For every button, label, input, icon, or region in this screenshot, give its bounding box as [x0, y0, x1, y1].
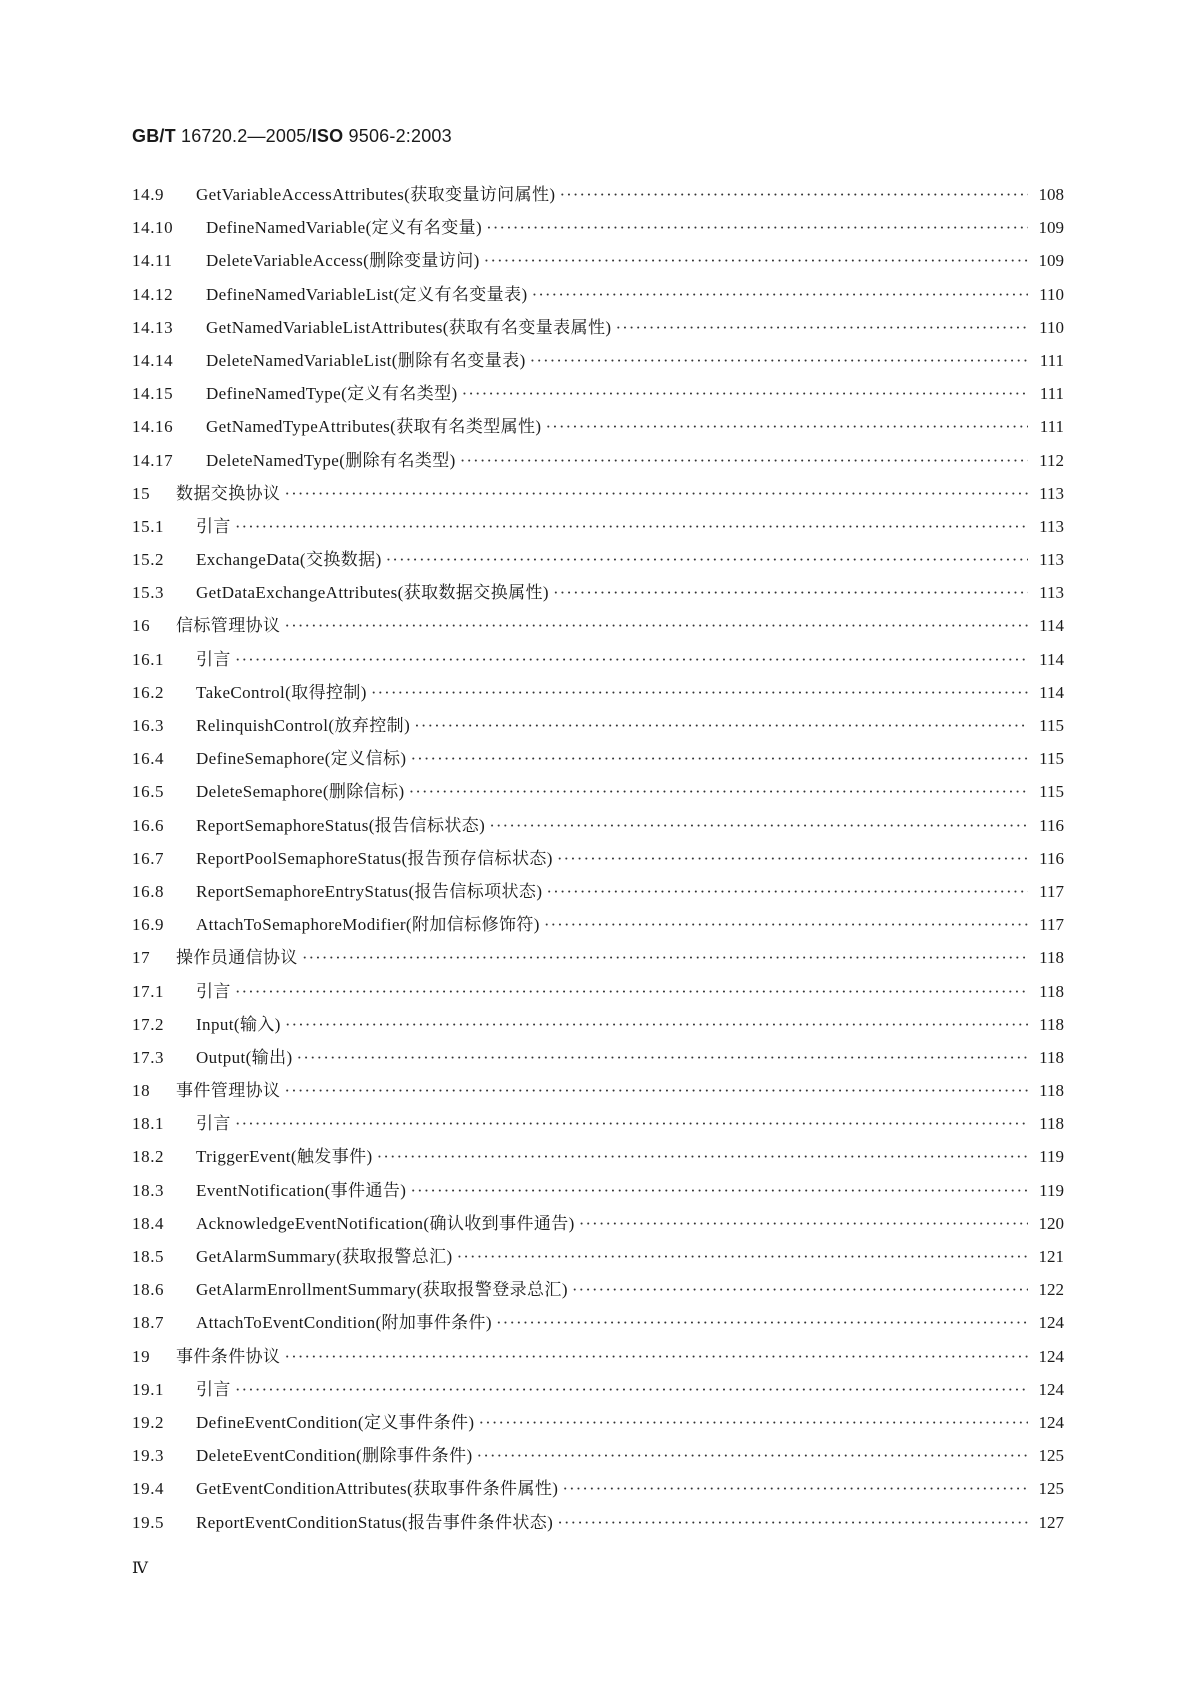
toc-entry-page: 114	[1039, 616, 1064, 636]
toc-entry-page: 110	[1039, 317, 1064, 337]
toc-leader-dots	[559, 185, 1028, 205]
toc-entry-title: GetDataExchangeAttributes(获取数据交换属性)	[196, 583, 549, 603]
toc-leader-dots	[235, 1114, 1028, 1134]
toc-entry-page: 108	[1038, 185, 1064, 204]
toc-leader-dots	[572, 1280, 1028, 1300]
toc-entry[interactable]	[132, 1209, 1064, 1242]
toc-entry-title: DefineNamedVariableList(定义有名变量表)	[206, 284, 528, 304]
toc-leader-dots	[462, 384, 1028, 404]
toc-entry-title: GetAlarmSummary(获取报警总汇)	[196, 1247, 453, 1266]
toc-entry-number: 14.15	[132, 384, 174, 404]
iso-code: 9506-2:2003	[348, 126, 452, 146]
toc-entry-page: 114	[1039, 682, 1064, 702]
toc-entry-page: 121	[1038, 1247, 1064, 1266]
toc-entry-number: 16.4	[132, 749, 165, 769]
toc-leader-dots	[460, 451, 1028, 471]
toc-leader-dots	[546, 417, 1029, 437]
toc-entry-number: 19.4	[132, 1479, 165, 1499]
toc-entry-number: 18.1	[132, 1114, 165, 1134]
toc-leader-dots	[530, 351, 1028, 371]
toc-entry[interactable]	[132, 1508, 1064, 1541]
toc-leader-dots	[284, 1081, 1028, 1101]
toc-entry-page: 118	[1039, 1081, 1064, 1101]
toc-entry-number: 15.2	[132, 550, 165, 570]
toc-leader-dots	[235, 650, 1028, 670]
toc-entry-page: 118	[1039, 948, 1064, 968]
toc-leader-dots	[544, 915, 1028, 935]
toc-entry[interactable]	[132, 1076, 1064, 1109]
toc-entry-title: 引言	[196, 649, 231, 669]
toc-entry-title: DeleteVariableAccess(删除变量访问)	[206, 251, 480, 271]
toc-leader-dots	[297, 1048, 1028, 1068]
toc-leader-dots	[496, 1313, 1028, 1333]
toc-entry-page: 115	[1039, 782, 1064, 802]
toc-entry-number: 18.4	[132, 1213, 165, 1233]
toc-entry[interactable]	[132, 1308, 1064, 1341]
toc-entry[interactable]	[132, 744, 1064, 777]
toc-entry-page: 124	[1038, 1313, 1064, 1333]
toc-entry-number: 15.1	[132, 516, 165, 536]
toc-entry[interactable]	[132, 346, 1064, 379]
toc-entry[interactable]	[132, 379, 1064, 412]
toc-entry-number: 16.6	[132, 815, 165, 835]
toc-leader-dots	[557, 1513, 1028, 1533]
toc-entry[interactable]	[132, 479, 1064, 512]
toc-entry-title: EventNotification(事件通告)	[196, 1180, 407, 1200]
toc-entry-title: ExchangeData(交换数据)	[196, 550, 382, 570]
toc-leader-dots	[615, 318, 1028, 338]
toc-entry-number: 17.2	[132, 1014, 165, 1034]
toc-entry-number: 16.7	[132, 848, 165, 868]
toc-leader-dots	[371, 683, 1028, 703]
toc-entry-page: 113	[1039, 516, 1064, 536]
toc-entry-title: AcknowledgeEventNotification(确认收到事件通告)	[196, 1213, 575, 1233]
toc-entry-title: 信标管理协议	[176, 616, 281, 636]
toc-entry-title: 事件管理协议	[176, 1081, 281, 1101]
toc-leader-dots	[235, 1380, 1028, 1400]
toc-entry[interactable]	[132, 313, 1064, 346]
toc-entry-page: 117	[1039, 881, 1064, 901]
toc-entry-title: 事件条件协议	[176, 1346, 281, 1366]
toc-entry-number: 18.6	[132, 1280, 165, 1300]
toc-leader-dots	[546, 882, 1028, 902]
toc-entry-title: AttachToSemaphoreModifier(附加信标修饰符)	[196, 915, 540, 935]
toc-entry-page: 111	[1039, 417, 1064, 437]
toc-entry-title: GetNamedTypeAttributes(获取有名类型属性)	[206, 417, 542, 437]
toc-entry-title: RelinquishControl(放弃控制)	[196, 716, 411, 735]
toc-entry-page: 124	[1038, 1379, 1064, 1399]
toc-entry-number: 15.3	[132, 583, 165, 603]
toc-entry[interactable]	[132, 545, 1064, 578]
toc-entry-number: 14.14	[132, 350, 174, 370]
table-of-contents	[132, 180, 1064, 1541]
toc-entry-number: 19	[132, 1346, 151, 1366]
toc-entry[interactable]	[132, 1408, 1064, 1441]
toc-leader-dots	[477, 1446, 1028, 1466]
toc-entry-page: 119	[1039, 1147, 1064, 1167]
toc-entry-title: 引言	[196, 516, 231, 536]
standard-prefix: GB/T	[132, 126, 176, 146]
toc-leader-dots	[377, 1147, 1028, 1167]
toc-entry-title: 引言	[196, 1379, 231, 1399]
toc-leader-dots	[410, 749, 1028, 769]
toc-entry-number: 16.1	[132, 649, 165, 669]
toc-entry-number: 19.2	[132, 1412, 165, 1432]
toc-entry-number: 17	[132, 948, 151, 968]
toc-entry-title: TakeControl(取得控制)	[196, 682, 367, 702]
toc-entry-title: DeleteNamedType(删除有名类型)	[206, 450, 456, 470]
toc-entry-number: 17.1	[132, 981, 165, 1001]
toc-entry[interactable]	[132, 811, 1064, 844]
toc-leader-dots	[478, 1413, 1028, 1433]
toc-entry-number: 19.1	[132, 1379, 165, 1399]
toc-entry[interactable]	[132, 943, 1064, 976]
toc-entry-title: TriggerEvent(触发事件)	[196, 1147, 373, 1167]
toc-entry-number: 14.10	[132, 218, 174, 238]
toc-entry[interactable]	[132, 1010, 1064, 1043]
toc-entry[interactable]	[132, 678, 1064, 711]
toc-entry-title: DefineEventCondition(定义事件条件)	[196, 1412, 475, 1432]
toc-entry-title: DefineNamedVariable(定义有名变量)	[206, 218, 483, 238]
toc-entry-number: 14.12	[132, 284, 174, 304]
toc-entry-number: 18.7	[132, 1313, 165, 1333]
toc-entry-title: GetAlarmEnrollmentSummary(获取报警登录总汇)	[196, 1280, 568, 1300]
toc-entry[interactable]	[132, 1275, 1064, 1308]
toc-entry-number: 18	[132, 1081, 151, 1101]
toc-entry-number: 16.9	[132, 915, 165, 935]
toc-entry-page: 111	[1039, 350, 1064, 370]
toc-leader-dots	[484, 251, 1028, 271]
toc-entry[interactable]	[132, 1043, 1064, 1076]
toc-leader-dots	[553, 583, 1028, 603]
toc-entry-page: 118	[1039, 1014, 1064, 1034]
toc-entry-number: 14.13	[132, 317, 174, 337]
toc-entry[interactable]	[132, 711, 1064, 744]
toc-entry-page: 112	[1039, 450, 1064, 470]
toc-entry-title: DeleteSemaphore(删除信标)	[196, 782, 405, 802]
toc-entry[interactable]	[132, 578, 1064, 611]
toc-entry[interactable]	[132, 844, 1064, 877]
toc-entry-number: 14.11	[132, 251, 173, 271]
toc-entry-page: 115	[1039, 749, 1064, 769]
standard-code: 16720.2—2005/	[181, 126, 312, 146]
toc-entry-page: 110	[1039, 284, 1064, 304]
toc-entry-number: 14.16	[132, 417, 174, 437]
toc-entry-title: 引言	[196, 1114, 231, 1134]
toc-entry-title: ReportSemaphoreStatus(报告信标状态)	[196, 815, 486, 835]
toc-entry-number: 18.3	[132, 1180, 165, 1200]
toc-entry-title: Output(输出)	[196, 1047, 293, 1067]
toc-entry-number: 14.9	[132, 185, 165, 204]
toc-leader-dots	[409, 782, 1028, 802]
toc-entry[interactable]	[132, 910, 1064, 943]
toc-entry-page: 117	[1039, 915, 1064, 935]
toc-leader-dots	[489, 816, 1028, 836]
toc-leader-dots	[557, 849, 1028, 869]
toc-entry-page: 124	[1038, 1346, 1064, 1366]
toc-leader-dots	[284, 1347, 1028, 1367]
toc-entry-number: 15	[132, 483, 151, 503]
toc-entry-page: 115	[1039, 716, 1064, 735]
toc-entry-number: 16	[132, 616, 151, 636]
toc-entry-page: 114	[1039, 649, 1064, 669]
toc-entry-title: 操作员通信协议	[176, 948, 298, 968]
toc-leader-dots	[284, 484, 1028, 504]
toc-entry-page: 122	[1038, 1280, 1064, 1300]
toc-entry-title: DefineSemaphore(定义信标)	[196, 749, 407, 769]
toc-leader-dots	[386, 550, 1028, 570]
toc-entry-page: 118	[1039, 1114, 1064, 1134]
toc-entry[interactable]	[132, 213, 1064, 246]
toc-entry-number: 18.2	[132, 1147, 165, 1167]
toc-entry-page: 113	[1039, 550, 1064, 570]
toc-entry-number: 19.5	[132, 1512, 165, 1532]
toc-entry[interactable]	[132, 611, 1064, 644]
toc-entry[interactable]	[132, 1176, 1064, 1209]
toc-entry-title: AttachToEventCondition(附加事件条件)	[196, 1313, 492, 1333]
toc-entry[interactable]	[132, 977, 1064, 1010]
toc-entry[interactable]	[132, 246, 1064, 279]
toc-entry-title: DefineNamedType(定义有名类型)	[206, 384, 458, 404]
toc-entry[interactable]	[132, 777, 1064, 810]
toc-entry-page: 109	[1038, 218, 1064, 238]
toc-entry-title: GetVariableAccessAttributes(获取变量访问属性)	[196, 185, 556, 204]
toc-entry[interactable]	[132, 1474, 1064, 1507]
toc-entry-page: 125	[1038, 1479, 1064, 1499]
toc-entry-page: 119	[1039, 1180, 1064, 1200]
toc-entry-page: 124	[1038, 1412, 1064, 1432]
toc-entry[interactable]	[132, 1242, 1064, 1275]
toc-leader-dots	[414, 716, 1028, 736]
toc-entry-title: DeleteNamedVariableList(删除有名变量表)	[206, 350, 526, 370]
toc-entry[interactable]	[132, 877, 1064, 910]
toc-leader-dots	[486, 218, 1028, 238]
toc-entry[interactable]	[132, 1109, 1064, 1142]
toc-entry[interactable]	[132, 1441, 1064, 1474]
toc-entry-number: 14.17	[132, 450, 174, 470]
toc-entry-page: 118	[1039, 981, 1064, 1001]
toc-leader-dots	[410, 1181, 1028, 1201]
toc-entry-page: 111	[1039, 384, 1064, 404]
toc-entry-page: 116	[1039, 848, 1064, 868]
toc-entry-title: ReportSemaphoreEntryStatus(报告信标项状态)	[196, 881, 543, 901]
toc-leader-dots	[235, 517, 1028, 537]
toc-entry-title: GetEventConditionAttributes(获取事件条件属性)	[196, 1479, 559, 1499]
toc-leader-dots	[285, 1015, 1028, 1035]
iso-prefix: ISO	[311, 126, 344, 146]
toc-leader-dots	[235, 982, 1028, 1002]
toc-entry-number: 18.5	[132, 1247, 165, 1266]
toc-entry-title: 数据交换协议	[176, 483, 281, 503]
document-header	[132, 126, 452, 147]
toc-entry-page: 116	[1039, 815, 1064, 835]
toc-entry-number: 19.3	[132, 1446, 165, 1466]
toc-entry[interactable]	[132, 1342, 1064, 1375]
toc-entry-page: 127	[1038, 1512, 1064, 1532]
toc-entry-number: 16.5	[132, 782, 165, 802]
toc-entry[interactable]	[132, 180, 1064, 213]
toc-entry[interactable]	[132, 412, 1064, 445]
toc-entry-number: 16.2	[132, 682, 165, 702]
toc-entry[interactable]	[132, 446, 1064, 479]
toc-entry-page: 113	[1039, 483, 1064, 503]
toc-entry[interactable]	[132, 280, 1064, 313]
toc-entry-title: GetNamedVariableListAttributes(获取有名变量表属性)	[206, 317, 612, 337]
toc-leader-dots	[302, 948, 1028, 968]
toc-entry-title: ReportPoolSemaphoreStatus(报告预存信标状态)	[196, 848, 553, 868]
toc-leader-dots	[457, 1247, 1028, 1267]
toc-entry-page: 109	[1038, 251, 1064, 271]
toc-entry-page: 120	[1038, 1213, 1064, 1233]
toc-entry-title: Input(输入)	[196, 1014, 281, 1034]
toc-entry-number: 17.3	[132, 1047, 165, 1067]
toc-entry-page: 125	[1038, 1446, 1064, 1466]
toc-entry[interactable]	[132, 512, 1064, 545]
page-number: Ⅳ	[132, 1560, 148, 1577]
toc-leader-dots	[284, 616, 1028, 636]
toc-leader-dots	[532, 285, 1028, 305]
toc-entry-page: 113	[1039, 583, 1064, 603]
toc-entry-title: ReportEventConditionStatus(报告事件条件状态)	[196, 1512, 554, 1532]
toc-entry[interactable]	[132, 645, 1064, 678]
toc-entry-number: 16.3	[132, 716, 165, 735]
toc-entry[interactable]	[132, 1375, 1064, 1408]
toc-entry-title: 引言	[196, 981, 231, 1001]
toc-leader-dots	[562, 1479, 1028, 1499]
toc-entry-title: DeleteEventCondition(删除事件条件)	[196, 1446, 473, 1466]
toc-entry-number: 16.8	[132, 881, 165, 901]
toc-entry[interactable]	[132, 1142, 1064, 1175]
toc-leader-dots	[579, 1214, 1028, 1234]
toc-entry-page: 118	[1039, 1047, 1064, 1067]
